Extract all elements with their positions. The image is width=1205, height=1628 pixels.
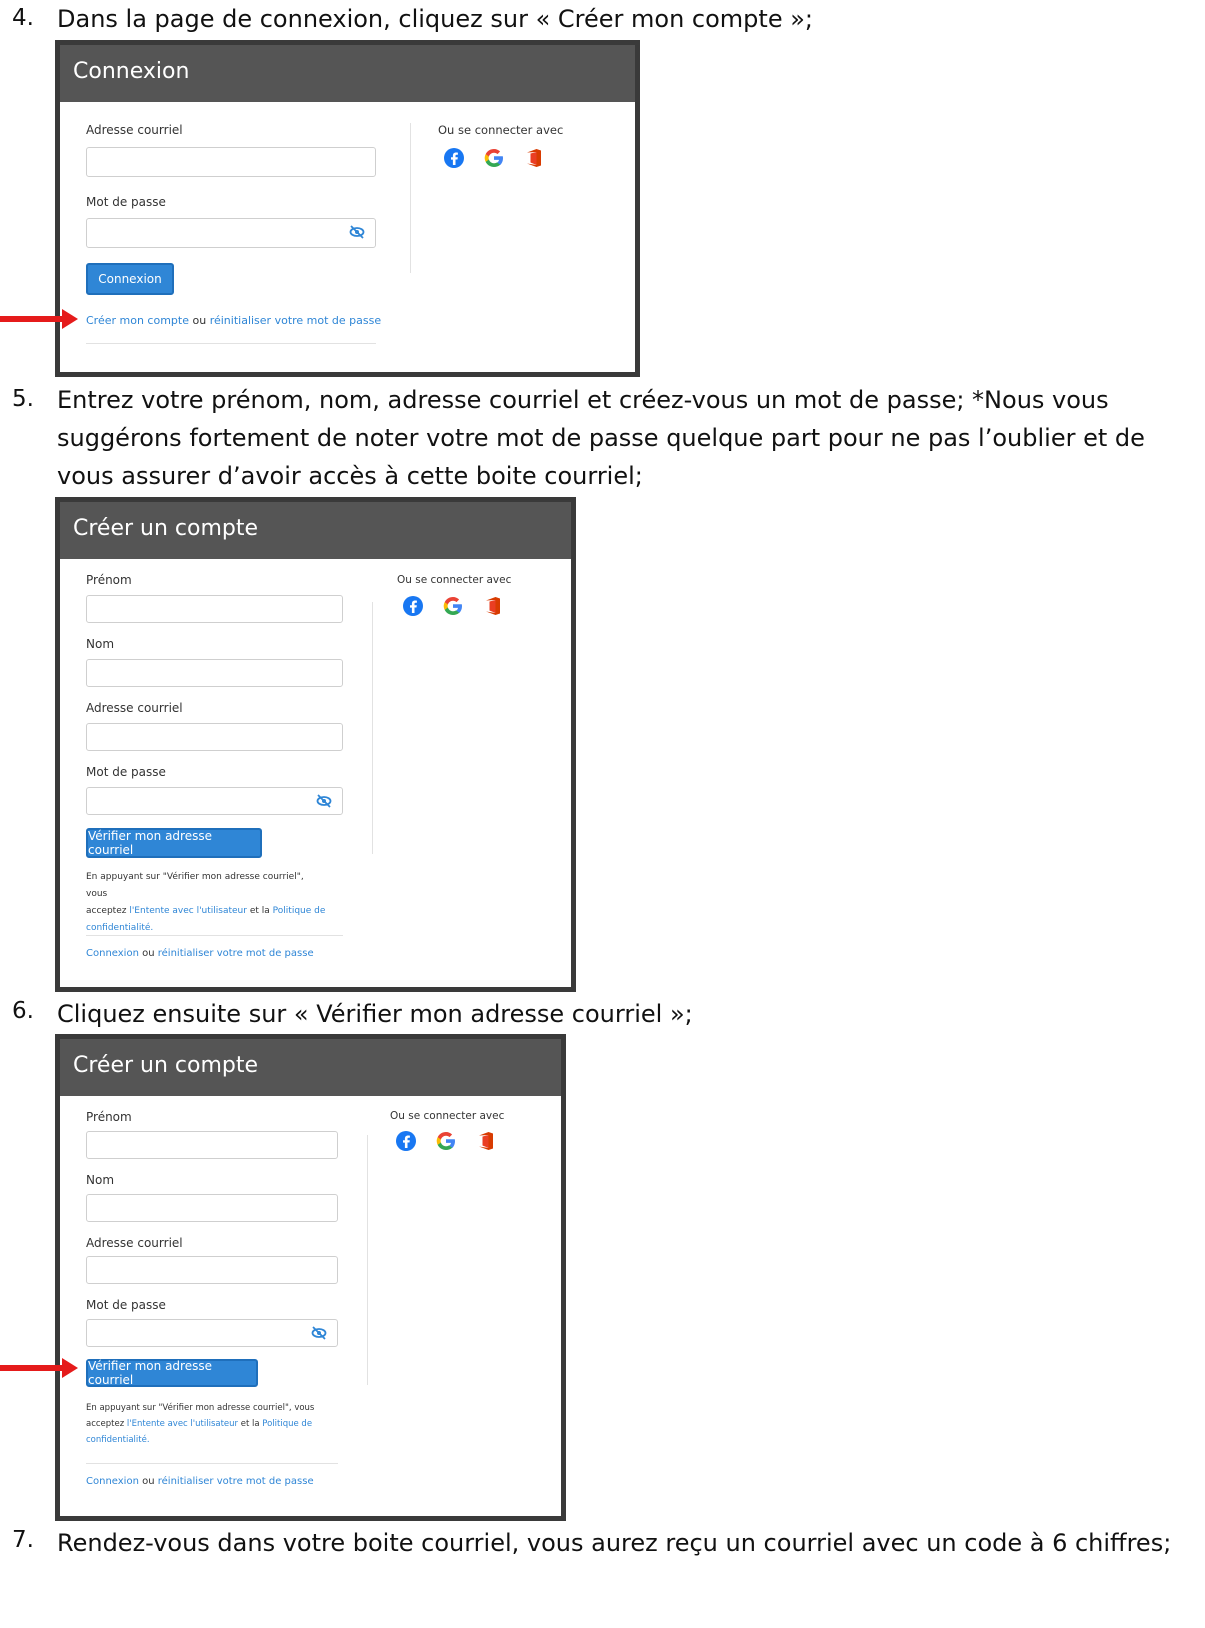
- lastname-label: Nom: [86, 1173, 115, 1187]
- step-text: Dans la page de connexion, cliquez sur « Créer mon compte »;: [57, 5, 813, 33]
- reset-password-link[interactable]: réinitialiser votre mot de passe: [209, 314, 382, 327]
- divider: [86, 1463, 338, 1464]
- email-label: Adresse courriel: [86, 1236, 183, 1250]
- lastname-field[interactable]: [86, 659, 343, 687]
- password-field[interactable]: [86, 1319, 338, 1347]
- create-account-link[interactable]: Créer mon compte: [86, 314, 189, 327]
- facebook-icon[interactable]: [442, 146, 466, 170]
- email-field[interactable]: [86, 1256, 338, 1284]
- social-login: [442, 146, 546, 170]
- login-header: [60, 45, 635, 102]
- red-arrow: [0, 316, 64, 322]
- office-icon[interactable]: [481, 594, 505, 618]
- social-login: [394, 1129, 498, 1153]
- office-icon[interactable]: [474, 1129, 498, 1153]
- google-icon[interactable]: [434, 1129, 458, 1153]
- user-agreement-link[interactable]: l'Entente avec l'utilisateur: [126, 1419, 239, 1429]
- login-links: Créer mon compte ou réinitialiser votre mot de passe: [86, 314, 382, 327]
- email-label: Adresse courriel: [86, 123, 183, 137]
- privacy-policy-link[interactable]: Politique de: [272, 906, 326, 916]
- signup-title: Créer un compte: [73, 1052, 259, 1078]
- privacy-policy-link[interactable]: confidentialité: [86, 1435, 147, 1445]
- login-title: Connexion: [73, 58, 190, 84]
- firstname-label: Prénom: [86, 573, 132, 587]
- user-agreement-link[interactable]: l'Entente avec l'utilisateur: [129, 906, 247, 916]
- firstname-label: Prénom: [86, 1110, 132, 1124]
- email-label: Adresse courriel: [86, 701, 183, 715]
- step-number: 4.: [12, 5, 34, 31]
- password-field[interactable]: [86, 218, 376, 248]
- signup-screenshot: [55, 1034, 566, 1521]
- google-icon[interactable]: [482, 146, 506, 170]
- signup-title: Créer un compte: [73, 515, 259, 541]
- step-text: Cliquez ensuite sur « Vérifier mon adresse courriel »;: [57, 1000, 693, 1028]
- lastname-field[interactable]: [86, 1194, 338, 1222]
- signup-screenshot: [55, 497, 576, 992]
- eye-slash-icon[interactable]: [316, 794, 332, 808]
- step-number: 6.: [12, 998, 34, 1024]
- social-label: Ou se connecter avec: [390, 1110, 505, 1122]
- signup-links: Connexion ou réinitialiser votre mot de passe: [86, 1476, 314, 1487]
- login-button[interactable]: Connexion: [86, 263, 174, 295]
- password-label: Mot de passe: [86, 195, 166, 209]
- firstname-field[interactable]: [86, 1131, 338, 1159]
- password-label: Mot de passe: [86, 1298, 166, 1312]
- divider: [367, 1135, 368, 1385]
- eye-slash-icon[interactable]: [311, 1326, 327, 1340]
- reset-password-link[interactable]: réinitialiser votre mot de passe: [157, 1476, 314, 1487]
- firstname-field[interactable]: [86, 595, 343, 623]
- social-label: Ou se connecter avec: [397, 574, 512, 586]
- social-login: [401, 594, 505, 618]
- facebook-icon[interactable]: [401, 594, 425, 618]
- signup-links: Connexion ou réinitialiser votre mot de passe: [86, 948, 314, 959]
- office-icon[interactable]: [522, 146, 546, 170]
- verify-email-button[interactable]: Vérifier mon adresse courriel: [86, 1359, 258, 1387]
- verify-email-button[interactable]: Vérifier mon adresse courriel: [86, 828, 262, 858]
- login-link[interactable]: Connexion: [86, 948, 139, 959]
- google-icon[interactable]: [441, 594, 465, 618]
- email-field[interactable]: [86, 723, 343, 751]
- privacy-policy-link[interactable]: Politique de: [262, 1419, 313, 1429]
- privacy-policy-link[interactable]: confidentialité: [86, 923, 151, 933]
- signup-header: [60, 502, 571, 559]
- divider: [86, 935, 343, 936]
- divider: [410, 123, 411, 273]
- email-field[interactable]: [86, 147, 376, 177]
- password-label: Mot de passe: [86, 765, 166, 779]
- step-number: 7.: [12, 1527, 34, 1553]
- step-text: Entrez votre prénom, nom, adresse courriel et créez-vous un mot de passe; *Nous vous suggérons fortement de noter votre mot de passe quelque part pour ne pas l’oublier et de vous assurer d’avoir accès à cette boite courriel;: [57, 386, 1145, 490]
- facebook-icon[interactable]: [394, 1129, 418, 1153]
- step-text: Rendez-vous dans votre boite courriel, vous aurez reçu un courriel avec un code à 6 chiffres;: [57, 1529, 1172, 1557]
- password-field[interactable]: [86, 787, 343, 815]
- login-link[interactable]: Connexion: [86, 1476, 139, 1487]
- reset-password-link[interactable]: réinitialiser votre mot de passe: [157, 948, 314, 959]
- lastname-label: Nom: [86, 637, 115, 651]
- divider: [372, 602, 373, 854]
- social-label: Ou se connecter avec: [438, 123, 564, 137]
- login-screenshot: [55, 40, 640, 377]
- signup-header: [60, 1039, 561, 1096]
- eye-slash-icon[interactable]: [349, 225, 365, 239]
- red-arrow: [0, 1365, 64, 1371]
- step-number: 5.: [12, 386, 34, 412]
- terms-text: En appuyant sur "Vérifier mon adresse courriel", vous acceptez l'Entente avec l'utilisateur et la Politique de confidentialité.: [86, 1403, 315, 1445]
- divider: [86, 343, 376, 344]
- terms-text: En appuyant sur "Vérifier mon adresse courriel", vous acceptez l'Entente avec l'utilisateur et la Politique de confidentialité.: [86, 872, 326, 933]
